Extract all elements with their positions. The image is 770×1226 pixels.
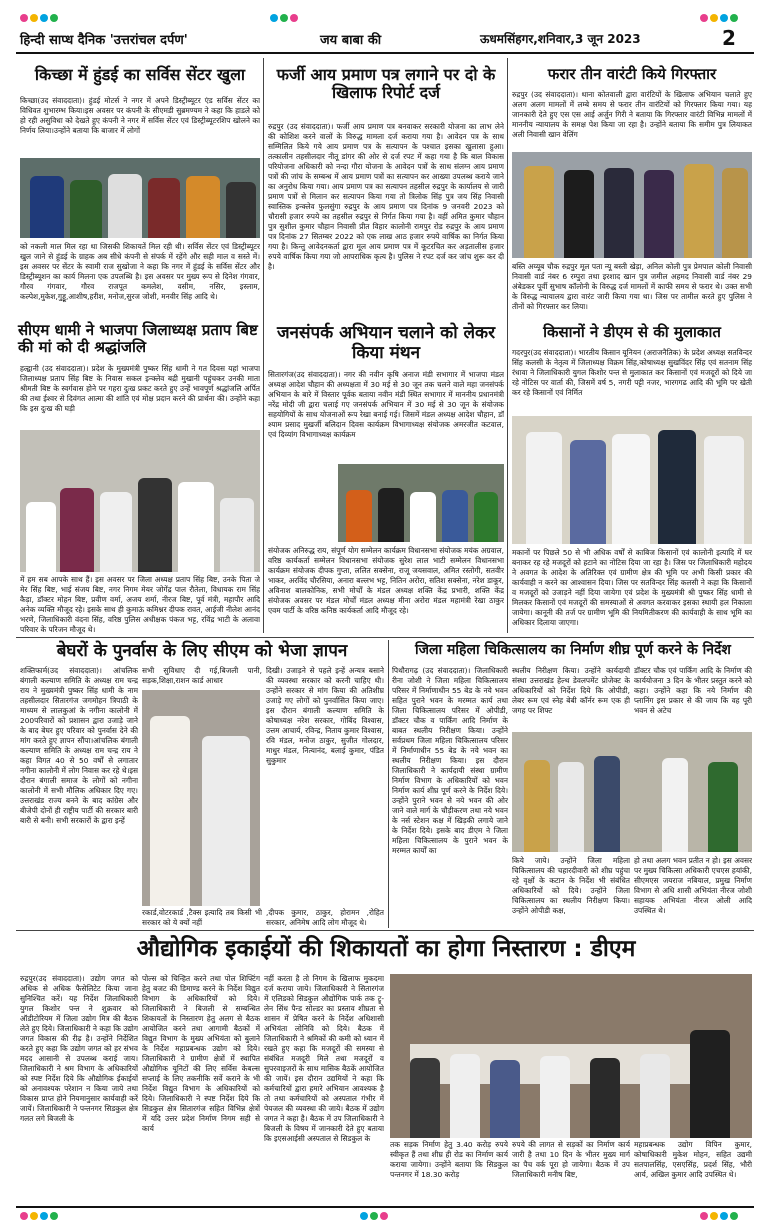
col-divider bbox=[388, 640, 389, 928]
article-dhami-tribute-body-bottom: में हम सब आपके साथ हैं। इस अवसर पर जिला अध्यक्ष प्रताप सिंह बिष्ट, उनके पिता जे मेर सिंह बिष्ट, भाई संजय बिष्ट, नगर निगम मेयर जोगेंद्र पाल रौतेला, विधायक राम सिंह कैड़ा, डॉक्टर मोहन बिष्ट, प्रवीण वर्मा, अजय शर्मा, नीरज बिष्ट, पूर्व मंत्री, महापौर आदि अनेक व्यक्ति मौजूद रहे। इसके साथ ही कुमाऊं कमिश्नर दीपक रावत, आईजी नीलेश आनंद भरणे, जिलाधिकारी वंदना सिंह, वरिष्ठ पुलिस अधीक्षक पंकज भट्ट, रविंद्र भाटी के अलावा परिवार के परिजन मौजूद थे। bbox=[20, 575, 260, 634]
footer-rule bbox=[16, 1206, 754, 1208]
article-dhami-tribute-body-top: हल्द्वानी (उद संवाददाता)। प्रदेश के मुख्यमंत्री पुष्कर सिंह धामी ने गत दिवस यहां भाजपा जिलाध्यक्ष प्रताप सिंह बिष्ट के निवास सकल इन्क्लेव बद्री मुखानी पहुंचकर उनकी माता श्रीमती बिष्ट के स्वर्गवास होने पर गहरा दुःख प्रकट करते हुए उन्हें भावपूर्ण श्रद्धांजलि अर्पित की तथा ईश्वर से दिवंगत आत्मा की शांति एवं मोक्ष प्रदान करने की प्रार्थना की। उन्होंने कहा कि इस दुःख की घड़ी bbox=[20, 364, 260, 413]
col-divider bbox=[507, 58, 508, 633]
article-jansampark-body-bottom: संयोजक अनिरुद्ध राय, संपूर्ण योग सम्मेलन कार्यक्रम विधानसभा संयोजक मयंक अग्रवाल, वरिष्ठ कार्यकर्ता सम्मेलन विधानसभा संयोजक सुरेश लाल भाटी सम्मेलन विधानसभा कार्यक्रम संयोजक दीपक गुप्ता, ललित सक्सेना, राजू जयसवाल, अमित रस्तोगी, सतवीर भाकर, अरविंद चौरसिया, अनारा बल्लभ भट्ट, नितिन अरोरा, सतिश सक्सेना, नरेश डाकूर, अविनाश बालकोनिक, सभी मोर्चों के मंडल अध्यक्ष शक्ति केंद्र प्रभारी, शक्ति केंद्र संयोजक अवसर पर मंडल मोर्चों मंडल अध्यक्ष मीना अरोरा मंडल महामंत्री रेखा ठाकुर एवम पार्टी के वरिष्ठ कनिष्ठ कार्यकर्ता आदि मौजूद रहे। bbox=[268, 546, 504, 615]
article-rehab-col1: शक्तिफार्म(उद संवाददाता)। आंचलिक बंगाली कल्याण समिति के अध्यक्ष राम चन्द्र राय ने मुख्यमंत्री पुष्कर सिंह धामी के नाम तहसीलदार सितारगंज जगमोहन त्रिपाठी के माध्यम से लालकुआं के नगीना कालोनी में 200परिवारों को प्रशासन द्वारा उजाड़े जाने के बाद बेघर हुए परिवार को पुनर्वास देने की मांग करते हुए ज्ञापन सौंपा।आंचलिक बंगाली कल्याण समिति के अध्यक्ष राम चन्द्र राय ने कहा विगत 40 से 50 वर्षों से लगातार नगीना कालोनी में लोग निवास कर रहे थे।इस दौरान बंगाली समाज के लोगों को नगीना कालोनी में सभी मौलिक अधिकार दिए गए।उत्तराखंड राज्य बनने के बाद कांग्रेस और बीजेपी दोनों ही राष्ट्रीय पार्टी की सरकार बारी बारी से बनी। सभी सरकारों के द्वारा इन्हें bbox=[20, 666, 138, 825]
article-hospital-col2-top: स्थलीय निरीक्षण किया। उन्होंने कार्यदायी संस्था उत्तराखंड हेल्थ डेवलपमेंट प्रोजेक्ट के अधिकारियों को निर्देश दिये कि ओपीडी, लेबर रूम एवं स्नेह बेबी कॉर्नर रूम एक ही जगह पर शिफ्ट bbox=[512, 666, 630, 715]
article-farmers-dm-body-bottom: मकानों पर पिछले 50 से भी अधिक वर्षों से काबिज किसानों एवं कालोनी इत्यादि में घर बनाकर रह रहे मजदूरों को हटाने का नोटिस दिया जा रहा है। जिस पर जिलाधिकारी महोदय ने अवगत के आदेश के अतिरिक्त एवं ग्रामीण क्षेत्र की भूमि पर अभी किसी प्रकार की कार्यवाही न करने का आश्वासन दिया। जिस पर सतविन्दर सिंह कलसी ने कहा कि किसानों व मजदूरों को उजाड़ने नहीं दिया जायेगा एवं प्रदेश के मुख्यमंत्री श्री पुष्कर सिंह धामी से मिलकर किसानों एवं मजदूरों की समस्याओं से अवगत करवाकर इसका स्थायी हल निकाला जायेगा। कानूनी की तर्ज पर ग्रामीण भूमि की नियमितीकरण की कार्यवाही के साथ भूमि का अधिकार दिलाया जाएगा। bbox=[512, 548, 752, 627]
article-farmers-dm-body-top: गदरपुर(उद संवाददाता)। भारतीय किसान यूनियन (अराजनैतिक) के प्रदेश अध्यक्ष सतविन्दर सिंह कलसी के नेतृत्व में जिलाध्यक्ष विक्रम सिंह,कोषाध्यक्ष सुखविंदर सिंह एवं सतनाम सिंह रंधावा ने जिलाधिकारी युगल किशोर पन्त से मुलाकात कर किसानों एवं मजदूरों को दिये जा रहे नोटिस पर वार्ता की, जिसमें वर्ष 5, नगरी पट्टी नजर, भारगगढ आदि की भूमि पर खेती कर रहे किसानों एवं निर्मित bbox=[512, 348, 752, 397]
article-farmers-dm-headline: किसानों ने डीएम से की मुलाकात bbox=[543, 323, 721, 341]
article-kichha-body-bottom: को नकली माल मिल रहा था जिसकी शिकायतें मिल रही थी। सर्विस सेंटर एवं डिस्ट्रीब्यूटर खुल जाने से हुंडई के ग्राहक अब सीधे कंपनी से संपर्क में रहेंगे और सही माल व सस्ते में। इस अवसर पर सेंटर के स्वामी राज सुखोजा ने कहा कि नगर में हुंडई के सर्विस सेंटर और डिस्ट्रीब्यूशन का कार्य मिलना एक उपलब्धि है। इस अवसर पर मुख्य रूप से दिनेश गंगवार, गौरव गंगवार, गौरव राजपूत कमलेश, वसीम, नसिर, इस्लाम, कल्पेश,मुकेश,गुड्डू,आशीष,हरीश, मनोज,सुरज जोशी, मनवीर सिंह आदि थे। bbox=[20, 242, 260, 301]
article-hospital-col3-top: डॉक्टर चौक एवं पार्किंग आदि के निर्माण की कार्ययोजना 3 दिन के भीतर प्रस्तुत करने को कहा। उन्होंने कहा कि नये निर्माण की प्लानिंग इस प्रकार से की जाय कि वह पूरी भवन से अटेच bbox=[634, 666, 752, 715]
article-rehab-col3-top: दिखी। उजाड़ने से पहले इन्हें अन्यत्र बसाने की व्यवस्था सरकार को करनी चाहिए थी। उन्होंने सरकार से मांग किया की अतिशीघ्र उजाड़े गए लोगों को पुनर्वासित किया जाए।इस दौरान बंगाली कल्याण समिति के कोषाध्यक्ष नरेश सरकार, गोबिंद विश्वास, उत्तम आचार्य, रविन्द्र, निताय कुमार विश्वास, रवि मंडल, मनोज ठाकुर, सुजीत गोलदार, माधुर मंडल, नित्यानंद, बलाई कुमार, पंडित सुकुमार bbox=[266, 666, 384, 765]
article-industry-col5: रुपये की लागत से सड़कों का निर्माण कार्य जारी है तथा 10 दिन के भीतर मुख्य मार्ग का पैच वर्क पूरा हो जायेगा। बैठक में उप जिलाधिकारी मनीष बिष्ट, bbox=[512, 1140, 630, 1179]
page-number: 2 bbox=[722, 26, 736, 50]
article-industry-col3: नहीं करता है तो निगम के खिलाफ मुकदमा दर्ज कराया जाये। जिलाधिकारी ने सितारगंज में एलिडको सिडकुल औद्योगिक पार्क तक ट्रू-लेन सिंध पैन्ड सोल्डर का प्रस्ताव शीघ्रता से शासन में प्रेषित करने के निर्देश अधिशासी अभियंता लोनिवि को दिये। बैठक में जिलाधिकारी ने श्रमिकों की कमी को ध्यान में रखते हुए कहा कि मजदूरों की समस्या से संबंधित मजदूरी मिले तथा मजदूरों व सुपरवाइजरों के साथ मासिक बैठकें आयोजित की जायें। इस दौरान उद्यमियों ने कहा कि कर्मचारियों द्वारा हमारे अभियान आवश्यक है तो तथा कर्मचारियों को अस्पताल गंभीर में पेयजल की व्यवस्था की जाये। बैठक में उद्योग जगत ने कहा है। बैठक में उप जिलाधिकारी ने बिजली के विषय में जानकारी देते हुए बताया कि इएसआईसी अस्पताल से सिडकुल के bbox=[264, 974, 384, 1143]
warrant-arrest-photo bbox=[512, 152, 752, 258]
jansampark-meeting-photo bbox=[338, 464, 504, 542]
article-warrant-body-bottom: बस्ति अय्यूब चौक रुद्रपुर मूल पता न्यू बस्ती खेड़ा, अनिल कोली पुत्र प्रेमपाल कोली निवासी निवासी वार्ड नंबर 6 रम्पुरा तथा इरशाद खान पुत्र जमील अहमद निवासी वार्ड नंबर 29 अंबेडकर पूर्वी सुभाष कॉलोनी के विरुद्ध दर्ज मामलों में काफी समय से फरार थे। उक्त सभी के विरुद्ध न्यायालय द्वारा वारंट जारी किया गया था। जिस पर तामील करते हुए पुलिस ने तीनों को गिरफ्तार कर लिया। bbox=[512, 262, 752, 311]
article-industry-col1: रुद्रपुर(उद संवाददाता)। उद्योग जगत को अधिक से अधिक फैसेलिटेट किया जाना सुनिश्चित करें। यह निर्देश जिलाधिकारी युगल किशोर पन्त ने शुक्रवार को ऑडीटोरियम में जिला उद्योग मित्र की बैठक लेते हुए दिये। जिलाधिकारी ने कहा कि उद्योग जगत विकास की रीढ़ है। उन्होंने निर्देशित करते हुए कहा कि उद्योग जगत को हर संभव मदद आसानी से उपलब्ध कराई जाय। जिलाधिकारी ने श्रम विभाग के अधिकारियों को स्पष्ट निर्देश दिये कि औद्योगिक ईकाईयों को अनावश्यक परेशान न किया जाये तथा विकास प्राप्त होने नियमानुसार कार्यवाही करें जायें। जिलाधिकारी ने पन्तनगर सिडकुल क्षेत्र गलत लगे बिजली के bbox=[20, 974, 138, 1123]
article-jansampark-body-top: सितारगंज(उद संवाददाता)। नगर की नवीन कृषि अनाज मंडी सभागार में भाजपा मंडल अध्यक्ष आदेश चौहान की अध्यक्षता में 30 मई से 30 जून तक चलने वाले महा जनसंपर्क अभियान के बारे में विस्तार पूर्वक बताया नवीन मंडी स्थित सभागार में माननीय प्रधानमंत्री नरेंद्र मोदी जी द्वारा चलाई गए जनसंपर्क अभियान में 30 मई से 30 जून के संयोजक सहयोगियों के साथ योजनाओं रूप रेखा बनाई गई। जिसमें मंडल अध्यक्ष आदेश चौहान, डॉ श्याम प्रसाद मुखर्जी बलिदान दिवस कार्यक्रम विभागाध्यक्ष संयोजक अमरजीत कटवाल, एवं दिव्यांग विभागाध्यक्ष कार्यक्रम bbox=[268, 370, 504, 439]
industry-meeting-photo bbox=[390, 974, 752, 1138]
article-warrant-body-top: रुद्रपुर (उद संवाददाता)। थाना कोतवाली द्वारा वारंटियों के खिलाफ अभियान चलाते हुए अलग अलग मामलों में लम्बे समय से फरार तीन वारंटियों को गिरफ्तार किया गया। यह जानकारी देते हुए एस एस आई अर्जुन गिरी ने बताया कि गिरफ्तार वारंटी विभिन्न मामलों में माननीय न्यायालय के समक्ष पेश किया जा रहा है। उन्होंने बताया कि समीम पुत्र लियाकत अली निवासी खान वेलिंग bbox=[512, 90, 752, 139]
article-rehab-col2-bottom: रकार्ड,वोटरकार्ड ,टैक्स इत्यादि तब किसी भी सरकार को ये क्यों नहीं bbox=[142, 908, 262, 927]
article-warrant-headline: फरार तीन वारंटी किये गिरफ्तार bbox=[547, 65, 717, 83]
col-divider bbox=[263, 58, 264, 633]
row-divider bbox=[16, 637, 754, 638]
article-jansampark-headline: जनसंपर्क अभियान चलाने को लेकर किया मंथन bbox=[276, 323, 496, 363]
kichha-photo bbox=[20, 158, 260, 238]
masthead-rule bbox=[16, 52, 754, 54]
article-rehab-headline: बेघरों के पुनर्वास के लिए सीएम को भेजा ज्ञापन bbox=[56, 641, 348, 661]
article-rehab-col2-top: सभी सुविधाए दी गई,बिजली पानी, सड़क,शिक्षा,राशन कार्ड आधार bbox=[142, 666, 262, 685]
article-hospital-col2-bottom: किये जाये। उन्होंने जिला महिला चिकित्सालय की चहारदीवारी को शीघ्र पहुंचा रहे वृक्षों के कटान के निर्देश भी संबंधित अधिकारियों को दिये। उन्होंने जिला चिकित्सालय का स्थलीय निरीक्षण किया। उन्होंने ओपीडी कक्ष, bbox=[512, 856, 630, 915]
article-hospital-col3-bottom: हो तथा अलग भवन प्रतीत न हो। इस अवसर पर मुख्य चिकित्सा अधिकारी एचएस हयांकी, सीएमएस जयराज नबियाल, प्रमुख निर्माण विभाग से अधि शासी अभियंता नीरज जोशी सहायक अभियंता नीरज ओली आदि उपस्थित थे। bbox=[634, 856, 752, 915]
article-dhami-tribute-headline: सीएम धामी ने भाजपा जिलाध्यक्ष प्रताप बिष्ट की मां को दी श्रद्धांजलि bbox=[18, 321, 258, 357]
article-industry-col4: तक सड़क निर्माण हेतु 3.40 करोड़ रुपये स्वीकृत हैं तथा शीघ्र ही रोड का निर्माण कार्य कराया जायेगा। उन्होंने बताया कि सिडकुल पन्तनगर में 18.30 करोड़ bbox=[390, 1140, 508, 1179]
article-industry-col6: महाप्रबन्धक उद्योग विपिन कुमार, कोषाधिकारी मुकेश मोहन, सहित उद्यमी सतपालसिंह, एसएसिंह, प्रदर्श सिंह, भौरी आर्य, अखिल कुमार आदि उपस्थित थे। bbox=[634, 1140, 752, 1179]
article-hospital-headline: जिला महिला चिकित्सालय का निर्माण शीघ्र पूर्ण करने के निर्देश bbox=[415, 642, 731, 658]
footer-dots-center bbox=[360, 1212, 388, 1220]
footer-dots-left bbox=[20, 1212, 58, 1220]
row-divider bbox=[16, 930, 754, 931]
article-industry-col2: पोल्स को चिन्हित करने तथा पोल शिफ्टिंग हेतु बजट की डिमाण्ड करने के निर्देश विद्युत विभाग के अधिकारियों को दिये। जिलाधिकारी ने बिजली से सम्बन्धित शिकायतों के निस्तारण हेतु अलग से बैठक आयोजित करने तथा आगामी बैठकों में विद्युत विभाग के मुख्य अभियंता को बुलाने के निर्देश महाप्रबन्धक उद्योग को दिये। जिलाधिकारी ने ग्रामीण क्षेत्रों में स्थापित औद्योगिक यूनिटों की लिए सर्विस केबल्स सप्लाई के लिए तकनीकि सर्वे कराने के भी निर्देश विद्युत विभाग के अधिकारियों को दिये। जिलाधिकारी ने स्पष्ट निर्देश दिये कि सिडकुल क्षेत्र सितारगंज सहित विभिन्न क्षेत्रों में यदि उत्तर प्रदेश निर्माण निगम सही से कार्य bbox=[142, 974, 260, 1133]
hospital-inspection-photo bbox=[512, 732, 752, 852]
masthead-dots-center bbox=[270, 14, 298, 22]
footer-dots-right bbox=[700, 1212, 738, 1220]
article-hospital-col1: पिथौरागढ़ (उद संवाददाता)। जिलाधिकारी रीना जोशी ने जिला महिला चिकित्सालय परिसर में निर्माणाधीन 55 बेड के नये भवन सहित पुराने भवन के मरम्मत कार्य तथा जिला चिकित्सालय परिसर में ओपीडी, डॉक्टर चौक व पार्किंग आदि निर्माण के बाबत स्थलीय निरीक्षण किया। उन्होंने सर्वप्रथम जिला महिला चिकित्सालय परिसर में निर्माणाधीन 55 बेड के नये भवन का स्थलीय निरीक्षण किया। इस दौरान जिलाधिकारी ने कार्यदायी संस्था ग्रामीण निर्माण विभाग के अधिकारियों को भवन निर्माण कार्य शीघ्र पूर्ण करने के निर्देश दिये। उन्होंने पुराने भवन से नये भवन की ओर जाने वाले मार्ग के चौड़ीकरण तथा नये भवन के नर्स स्टेशन कक्ष में खिड़की लगाये जाने के निर्देश दिये। इसके बाद डीएम ने जिला महिला चिकित्सालय के पुराने भवन के मरम्मत कार्यों का bbox=[392, 666, 508, 855]
dhami-tribute-photo bbox=[20, 430, 260, 572]
article-fake-income-headline: फर्जी आय प्रमाण पत्र लगाने पर दो के खिलाफ रिपोर्ट दर्ज bbox=[276, 65, 496, 103]
masthead-center-title: जय बाबा की bbox=[320, 33, 382, 48]
masthead-date: ऊधमसिंहगर,शनिवार,3 जून 2023 bbox=[480, 32, 641, 46]
article-kichha-body-top: किच्छा(उद संवाददाता)। हुंडई मोटर्स ने नगर में अपने डिस्ट्रीब्यूटर एंड सर्विस सेंटर का विधिवत शुभारम्भ किया।इस अवसर पर कंपनी के सीएमडी सुब्रमण्यम ने कहा कि हाडले को हो रही असुविधा को देखते हुए कंपनी ने नगर में सर्विस सेंटर एवं डिस्ट्रीब्यूटरशिप खोलने का निर्णय लिया।उन्होंने बताया कि बाजार में लोगों bbox=[20, 96, 260, 135]
article-rehab-col3-bottom: ,दीपक कुमार, ठाकुर, होरामन ,रोहित सरकार, अनिमेष आदि लोग मौजूद थे। bbox=[266, 908, 384, 927]
masthead-paper-title: हिन्दी साप्ध दैनिक 'उत्तरांचल दर्पण' bbox=[20, 33, 188, 48]
masthead-dots-right bbox=[700, 14, 738, 22]
farmers-dm-photo bbox=[512, 416, 752, 544]
rehab-memorandum-photo bbox=[142, 690, 260, 906]
article-fake-income-body: रुद्रपुर (उद संवाददाता)। फर्जी आय प्रमाण पत्र बनवाकर सरकारी योजना का लाभ लेने की कोशिश करने वालों के विरुद्ध मामला दर्ज कराया गया है। आवेदन पत्र के साथ सम्मिलित किये गये आय प्रमाण पत्र के सत्यापन के पश्चात इसका खुलासा हुआ। तत्कालीन तहसीलदार नीतू डांगर की ओर से दर्ज रपट में कहा गया है कि बाल विकास परियोजना अधिकारी को नन्दा गौरा योजना के आवेदन पत्रों के साथ संलग्न आय प्रमाण पत्रों की जांच के सम्बन्ध में आय प्रमाण पत्रों का सत्यापन कर आख्या उपलब्ध कराये जाने का अनुरोध किया गया। आय प्रमाण पत्र का सत्यापन तहसील रुद्रपुर के कार्यालय से जारी प्रमाण पत्रों से मिलान कर सत्यापन किया गया तो त्रिलोक सिंह पुत्र जय सिंह निवासी स्वास्तिक इन्क्लेव फुलसुंगा रुद्रपुर के आय प्रमाण पत्र दिनांक 9 जनवरी 2023 को चौरासी हजार रुपये का तहसील रुद्रपुर से निर्गत किया गया है। वहीं अमित कुमार चौहान पुत्र सुशील कुमार चौहान निवासी प्रीत विहार कालोनी रामपुर रोड रुद्रपुर के आय प्रमाण पत्र दिनांक 27 सितम्बर 2022 को एक लाख आठ हजार रुपये वार्षिक का निर्गत किया गया है। किन्तु आवेदनकर्ता द्वारा मूल आय प्रमाण पत्र में कूटरचित कर अड़तालीस हजार रुपये वार्षिक किया गया जो आपराधिक कृत्य है। पुलिस ने रपट दर्ज कर जांच शुरू कर दी है। bbox=[268, 122, 504, 271]
article-kichha-headline: किच्छा में हुंडई का सर्विस सेंटर खुला bbox=[34, 65, 246, 84]
article-industry-headline: औद्योगिक इकाईयों की शिकायतों का होगा निस्तारण : डीएम bbox=[136, 936, 636, 962]
masthead-dots-left bbox=[20, 14, 58, 22]
